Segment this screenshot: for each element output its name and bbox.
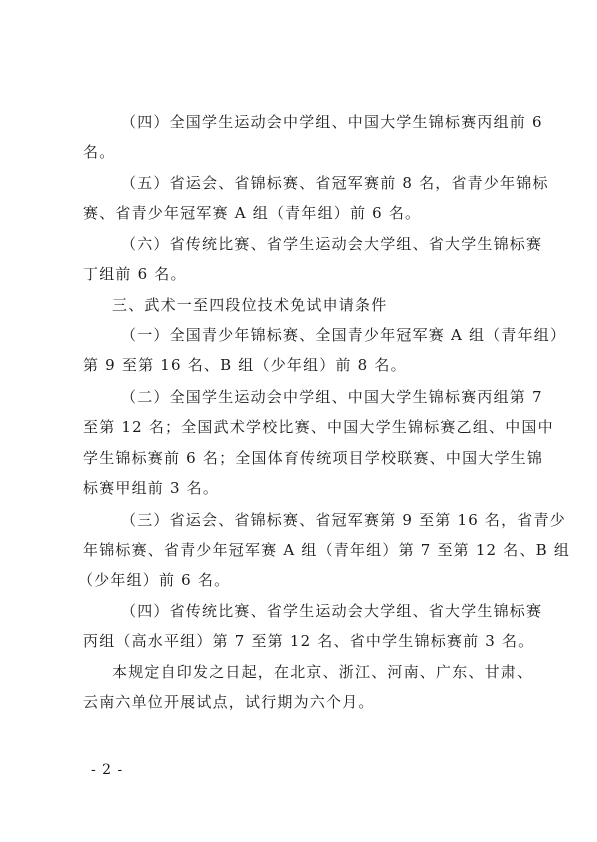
text-line: （三）省运会、省锦标赛、省冠军赛第 9 至第 16 名，省青少 bbox=[121, 511, 566, 529]
text-line: 丙组（高水平组）第 7 至第 12 名、省中学生锦标赛前 3 名。 bbox=[83, 632, 535, 650]
text-line: 学生锦标赛前 6 名；全国体育传统项目学校联赛、中国大学生锦 bbox=[83, 449, 544, 467]
text-line: 至第 12 名；全国武术学校比赛、中国大学生锦标赛乙组、中国中 bbox=[83, 418, 554, 436]
text-line: （一）全国青少年锦标赛、全国青少年冠军赛 A 组（青年组） bbox=[121, 326, 567, 344]
text-line: 名。 bbox=[83, 143, 116, 161]
text-line: （五）省运会、省锦标赛、省冠军赛前 8 名，省青少年锦标 bbox=[121, 174, 549, 192]
text-line: 本规定自印发之日起，在北京、浙江、河南、广东、甘肃、 bbox=[112, 663, 534, 681]
text-line: （少年组）前 6 名。 bbox=[78, 571, 231, 589]
text-line: 赛、省青少年冠军赛 A 组（青年组）前 6 名。 bbox=[83, 204, 422, 222]
text-line: （六）省传统比赛、省学生运动会大学组、省大学生锦标赛 bbox=[121, 235, 543, 253]
text-line: （二）全国学生运动会中学组、中国大学生锦标赛丙组第 7 bbox=[121, 388, 543, 406]
text-line: 第 9 至第 16 名、B 组（少年组）前 8 名。 bbox=[83, 356, 407, 374]
text-line: （四）省传统比赛、省学生运动会大学组、省大学生锦标赛 bbox=[121, 602, 543, 620]
section-heading: 三、武术一至四段位技术免试申请条件 bbox=[112, 296, 388, 314]
page-number: - 2 - bbox=[91, 762, 124, 778]
text-line: 年锦标赛、省青少年冠军赛 A 组（青年组）第 7 至第 12 名、B 组 bbox=[83, 541, 571, 559]
text-line: 云南六单位开展试点，试行期为六个月。 bbox=[83, 693, 375, 711]
text-line: 标赛甲组前 3 名。 bbox=[83, 479, 220, 497]
text-line: （四）全国学生运动会中学组、中国大学生锦标赛丙组前 6 bbox=[121, 113, 543, 131]
text-line: 丁组前 6 名。 bbox=[83, 265, 187, 283]
